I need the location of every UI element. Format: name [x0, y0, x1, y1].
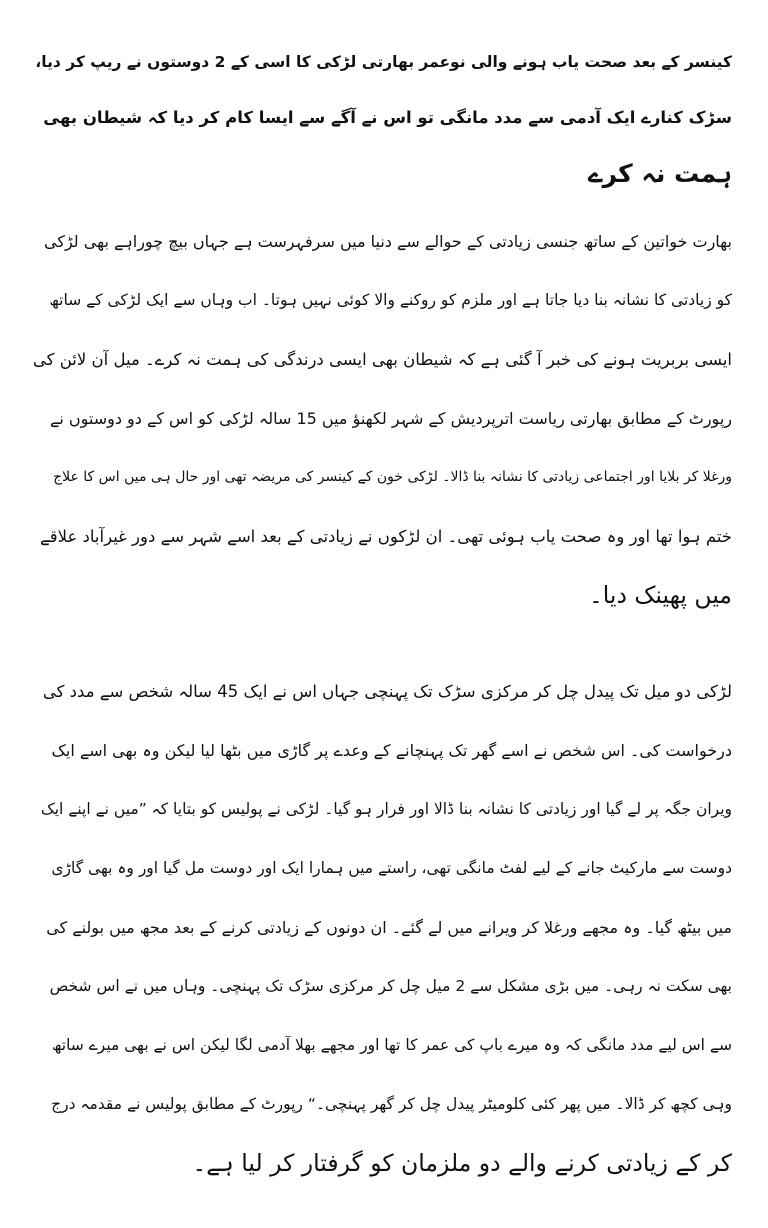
article-paragraph-2: [32, 662, 732, 1193]
headline-line: سڑک کنارے ایک آدمی سے مدد مانگی تو اس نے آگے سے ایسا کام کر دیا کہ شیطان بھی: [43, 108, 732, 127]
article-paragraph-1: [32, 212, 732, 625]
paragraph-line: بھارت خواتین کے ساتھ جنسی زیادتی کے حوالے سے دنیا میں سرفہرست ہے جہاں بیچ چوراہے بھی لڑکی: [44, 232, 732, 251]
paragraph-line: وہی کچھ کر ڈالا۔ میں پھر کئی کلومیٹر پیدل چل کر گھر پہنچی۔“ رپورٹ کے مطابق پولیس نے مقدمہ درج: [51, 1095, 732, 1113]
paragraph-line: ایسی بربریت ہونے کی خبر آ گئی ہے کہ شیطان بھی ایسی درندگی کی ہمت نہ کرے۔ میل آن لائن کی: [32, 350, 732, 369]
paragraph-line: ویران جگہ پر لے گیا اور زیادتی کا نشانہ بنا ڈالا اور فرار ہو گیا۔ لڑکی نے پولیس کو بتایا کہ ”میں نے اپنے ایک: [40, 800, 732, 818]
paragraph-line: میں پھینک دیا۔: [588, 581, 732, 609]
paragraph-line: لڑکی دو میل تک پیدل چل کر مرکزی سڑک تک پہنچی جہاں اس نے ایک 45 سالہ شخص سے مدد کی: [42, 682, 732, 701]
headline-line: کینسر کے بعد صحت یاب ہونے والی نوعمر بھارتی لڑکی کا اسی کے 2 دوستوں نے ریپ کر دیا،: [35, 53, 732, 71]
paragraph-line: کو زیادتی کا نشانہ بنا دیا جاتا ہے اور ملزم کو روکنے والا کوئی نہیں ہوتا۔ اب وہاں سے ایک لڑکی کے ساتھ: [49, 291, 732, 309]
paragraph-line: بھی سکت نہ رہی۔ میں بڑی مشکل سے 2 میل چل کر مرکزی سڑک تک پہنچی۔ وہاں میں نے اس شخص: [49, 977, 732, 995]
paragraph-line: میں بیٹھ گیا۔ وہ مجھے ورغلا کر ویرانے میں لے گئے۔ ان دونوں کے زیادتی کرنے کے بعد مجھ میں بولنے کی: [46, 918, 732, 937]
paragraph-line: کر کے زیادتی کرنے والے دو ملزمان کو گرفتار کر لیا ہے۔: [192, 1149, 732, 1177]
paragraph-line: رپورٹ کے مطابق بھارتی ریاست اترپردیش کے شہر لکھنؤ میں 15 سالہ لڑکی کو اس کے دو دوستوں نے: [49, 409, 732, 428]
paragraph-line: دوست سے مارکیٹ جانے کے لیے لفٹ مانگی تھی، راستے میں ہمارا ایک اور دوست مل گیا اور وہ بھی گاڑی: [51, 859, 732, 877]
paragraph-line: ورغلا کر بلایا اور اجتماعی زیادتی کا نشانہ بنا ڈالا۔ لڑکی خون کے کینسر کی مریضہ تھی اور حال ہی میں اس کا علاج: [53, 469, 732, 485]
paragraph-line: درخواست کی۔ اس شخص نے اسے گھر تک پہنچانے کے وعدے پر گاڑی میں بٹھا لیا لیکن وہ بھی اسے ایک: [51, 741, 732, 760]
paragraph-line: ختم ہوا تھا اور وہ صحت یاب ہوئی تھی۔ ان لڑکوں نے زیادتی کے بعد اسے شہر سے دور غیرآباد علاقے: [40, 527, 732, 546]
headline-line: ہمت نہ کرے: [587, 159, 732, 188]
paragraph-line: سے اس لیے مدد مانگی کہ وہ میرے باپ کی عمر کا تھا اور مجھے بھلا آدمی لگا لیکن اس نے بھی میرے ساتھ: [51, 1036, 732, 1054]
article-headline: [32, 34, 732, 202]
